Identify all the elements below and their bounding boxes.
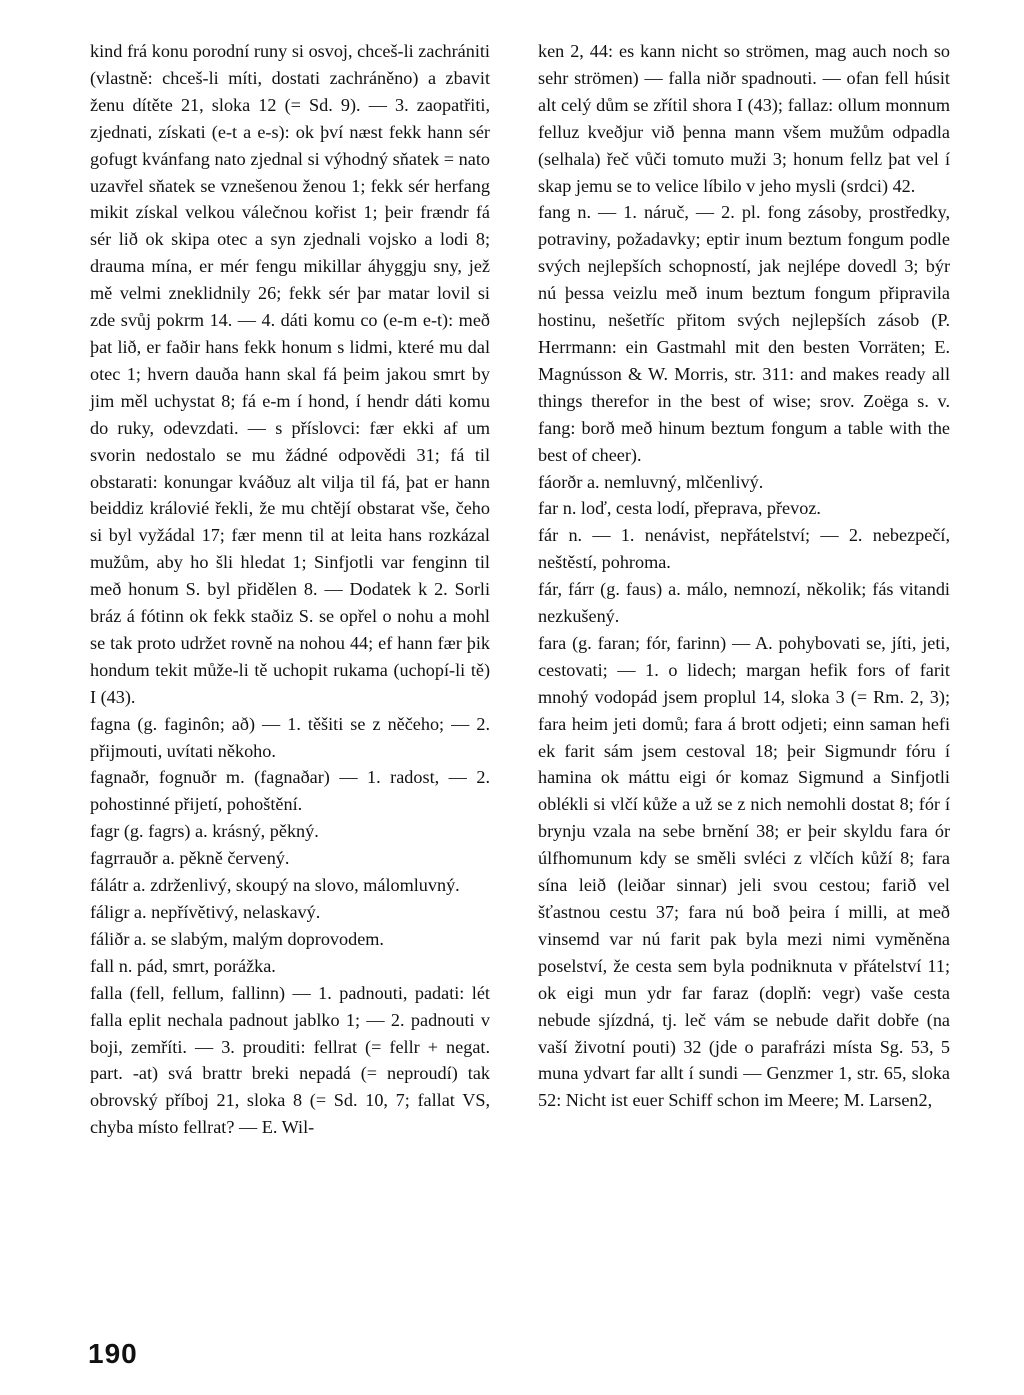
entry-fagna: fagna (g. faginôn; að) — 1. těšiti se z něčeho; — 2. přijmouti, uvítati někoho. [90,713,490,761]
entry-fara: fara (g. faran; fór, farinn) — A. pohybovati se, jíti, jeti, cestovati; — 1. o lidech; margan hefik fors of farit mnohý vodopád jsem proplul 14, sloka 3 (= Rm. 2, 3); fara heim jeti domů; fara á brott odjeti; einn saman hefi ek farit sám jsem cestoval 18; þeir Sigmundr fóru í hamina ok máttu eigi ór komaz Sigmund a Sinfjotli oblékli si vlčí kůže a už se z nich nemohli dostat 8; fór í brynju vzala na sebe brnění 38; er þeir skyldu fara ór úlfhomunum kdy se směli svléci z vlčích kůží 8; fara sína leið (leiðar sinnar) jeli svou cestou; farið vel šťastnou cestu 37; fara nú boð þeira í milli, at með vinsemd var nú farit pak byla mezi nimi vyměněna poselství, že cesta sem byla podniknuta v přátelství 11; ok eigi mun ydr far faraz (doplň: vegr) vaše cesta nebude sjízdná, tj. leč vám se nebude dařit dobře (na vaší životní pouti) 32 (jde o parafrázi místa Sg. 53, 5 muna ydvart far allt í sundi — Genzmer 1, str. 65, sloka 52: Nicht ist euer Schiff schon im Meere; M. Larsen2, [538,632,950,1111]
entry-fang: fang n. — 1. náruč, — 2. pl. fong zásoby, prostředky, potraviny, požadavky; eptir inum beztum fongum podle svých nejlepších schopností, jak nejlépe dovedl 3; býr nú þessa veizlu með inum beztum fongum připravila hostinu, nešetříc přitom svých nejlepších zásob (P. Herrmann: ein Gastmahl mit den besten Vorräten; E. Magnússon & W. Morris, str. 311: and makes ready all things therefor in the best of wise; srov. Zoëga s. v. fang: borð með hinum beztum fongum a table with the best of cheer). [538,202,950,465]
entry-fagnadr: fagnaðr, fognuðr m. (fagnaðar) — 1. radost, — 2. pohostinné přijetí, pohoštění. [90,767,490,815]
entry-continuation-fa: kind frá konu porodní runy si osvoj, chceš-li zachrániti (vlastně: chceš-li míti, dostati zachráněno) a zbavit ženu dítěte 21, sloka 12 (= Sd. 9). — 3. zaopatřiti, zjednati, získati (e-t a e-s): ok því næst fekk hann sér gofugt kvánfang nato zjednal si výhodný sňatek = nato uzavřel sňatek se vznešenou ženou 1; fekk sér herfang mikit získal velkou válečnou kořist 1; þeir frændr fá sér lið ok skipa otec a syn zjednali vojsko a lodi 8; drauma mína, er mér fengu mikillar áhyggju sny, jež mě velmi zneklidnily 26; fekk sér þar matar lovil si zde svůj pokrm 14. — 4. dáti komu co (e-m e-t): með þat lið, er faðir hans fekk honum s lidmi, které mu dal otec 1; hvern dauða hann skal fá þeim jakou smrt by jim měl uchystat 8; fá e-m í hond, í hendr dáti komu do ruky, odevzdati. — s příslovci: fær ekki af um svorin nedostalo se mu žádné odpovědi 31; fá til obstarati: konungar kváðuz alt vilja til fá, þat er hann beiddiz královié řekli, že mu chtějí obstarat vše, čeho si byl vyžádal 17; fær menn til at leita hans rozkázal mužům, aby ho šli hledat 1; Sinfjotli var fenginn til með honum S. byl přidělen 8. — Dodatek k 2. Sorli bráz á fótinn ok fekk staðiz S. se opřel o nohu a mohl se tak proto udržet rovně na nohou 44; ef hann fær þik hondum tekit může-li tě uchopit rukama (uchopí-li tě) I (43). [90,41,490,707]
entry-faligr: fáligr a. nepřívětivý, nelaskavý. [90,902,321,922]
entry-falatr: fálátr a. zdrženlivý, skoupý na slovo, málomluvný. [90,875,460,896]
entry-falla: falla (fell, fellum, fallinn) — 1. padnouti, padati: lét falla eplit nechala padnout jablko 1; — 2. padnouti v boji, zemříti. — 3. prouditi: fellrat (= fellr + negat. part. -at) svá brattr breki nepadá (= neproudí) tak obrovský příboj 21, sloka 8 (= Sd. 10, 7; fallat VS, chyba místo fellrat? — E. Wil- [90,982,490,1138]
left-column [90,38,490,1141]
entry-continuation-falla: ken 2, 44: es kann nicht so strömen, mag auch noch so sehr strömen) — falla niðr spadnouti. — ofan fell húsit alt celý dům se zřítil shora I (43); fallaz: ollum monnum felluz kveðjur við þenna mann všem mužům odpadla (selhala) řeč vůči tomuto muži 3; honum fellz þat vel í skap jemu se to velice líbilo v jeho mysli (srdci) 42. [538,41,950,196]
entry-far: far n. loď, cesta lodí, přeprava, převoz. [538,498,821,519]
entry-faordr: fáorðr a. nemluvný, mlčenlivý. [538,471,764,492]
entry-fall: fall n. pád, smrt, porážka. [90,955,276,976]
entry-fagr: fagr (g. fagrs) a. krásný, pěkný. [90,821,319,842]
page-number: 190 [88,1338,138,1369]
entry-far-hate: fár n. — 1. nenávist, nepřátelství; — 2. nebezpečí, neštěstí, pohroma. [538,525,950,573]
entry-falidr: fáliðr a. se slabým, malým doprovodem. [90,928,384,949]
right-column [538,38,950,1114]
entry-far-few: fár, fárr (g. faus) a. málo, nemnozí, několik; fás vitandi nezkušený. [538,579,950,627]
entry-fagrraudr: fagrrauðr a. pěkně červený. [90,848,290,869]
